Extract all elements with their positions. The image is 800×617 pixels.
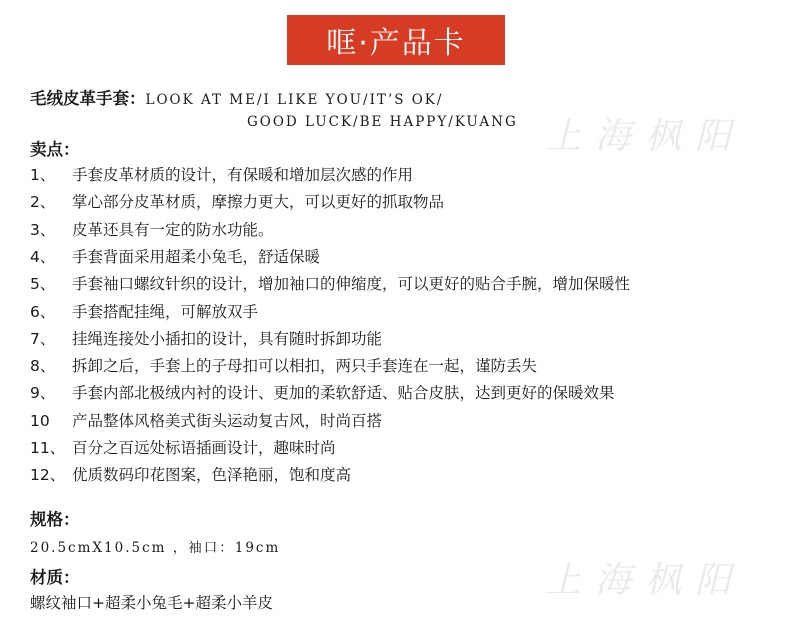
selling-point-number: 1、 [30, 166, 56, 184]
selling-point-number: 4、 [30, 247, 56, 266]
selling-point-item [30, 245, 320, 267]
selling-point-number: 9、 [30, 384, 56, 403]
banner-title: 哐·产品卡 [326, 26, 466, 61]
selling-point-number: 6、 [30, 302, 56, 321]
selling-point-item [30, 300, 258, 322]
selling-point-item [30, 218, 274, 240]
selling-point-item [30, 163, 413, 185]
selling-point-number: 10 [30, 411, 50, 430]
product-card-banner [287, 15, 505, 65]
product-slogans-line2: GOOD LUCK/BE HAPPY/KUANG [247, 114, 518, 130]
selling-point-number: 2、 [30, 193, 56, 212]
selling-point-number: 7、 [30, 329, 56, 348]
selling-point-text: 挂绳连接处小插扣的设计，具有随时拆卸功能 [72, 329, 383, 348]
selling-point-text: 皮革还具有一定的防水功能。 [72, 220, 274, 239]
material-heading: 材质： [30, 568, 80, 587]
selling-point-item [30, 463, 351, 485]
material-value: 螺纹袖口+超柔小兔毛+超柔小羊皮 [30, 594, 273, 612]
selling-point-item [30, 272, 630, 294]
selling-point-item [30, 409, 382, 431]
selling-point-number: 12、 [30, 466, 66, 485]
selling-point-text: 手套内部北极绒内衬的设计、更加的柔软舒适、贴合皮肤，达到更好的保暖效果 [72, 384, 615, 403]
selling-point-text: 手套袖口螺纹针织的设计，增加袖口的伸缩度，可以更好的贴合手腕，增加保暖性 [72, 275, 631, 294]
selling-point-item [30, 354, 537, 376]
product-label: 毛绒皮革手套： [30, 89, 146, 108]
selling-point-number: 11、 [30, 439, 66, 457]
watermark-top: 上海枫阳 [545, 116, 746, 157]
spec-value: 20.5cmX10.5cm ，袖口：19cm [30, 540, 281, 556]
selling-point-item [30, 190, 444, 212]
selling-point-item [30, 327, 382, 349]
selling-point-text: 手套搭配挂绳，可解放双手 [72, 302, 259, 321]
selling-point-number: 3、 [30, 220, 56, 239]
selling-point-text: 掌心部分皮革材质，摩擦力更大，可以更好的抓取物品 [72, 193, 445, 212]
selling-point-text: 手套背面采用超柔小兔毛，舒适保暖 [72, 247, 321, 266]
product-name-row [30, 85, 443, 109]
selling-point-item [30, 436, 336, 458]
product-slogans-line1: LOOK AT ME/I LIKE YOU/IT’S OK/ [145, 92, 444, 108]
selling-point-number: 8、 [30, 357, 56, 376]
watermark-bottom: 上海枫阳 [545, 560, 746, 601]
selling-point-text: 手套皮革材质的设计，有保暖和增加层次感的作用 [72, 166, 414, 184]
selling-point-text: 百分之百远处标语插画设计，趣味时尚 [72, 439, 336, 457]
selling-point-text: 产品整体风格美式街头运动复古风，时尚百搭 [72, 411, 383, 430]
selling-point-number: 5、 [30, 275, 56, 294]
selling-point-text: 优质数码印花图案，色泽艳丽，饱和度高 [72, 466, 352, 485]
selling-point-text: 拆卸之后，手套上的子母扣可以相扣，两只手套连在一起，谨防丢失 [72, 357, 538, 376]
spec-heading: 规格： [30, 510, 80, 529]
selling-points-heading: 卖点： [30, 140, 80, 159]
selling-point-item [30, 381, 615, 403]
